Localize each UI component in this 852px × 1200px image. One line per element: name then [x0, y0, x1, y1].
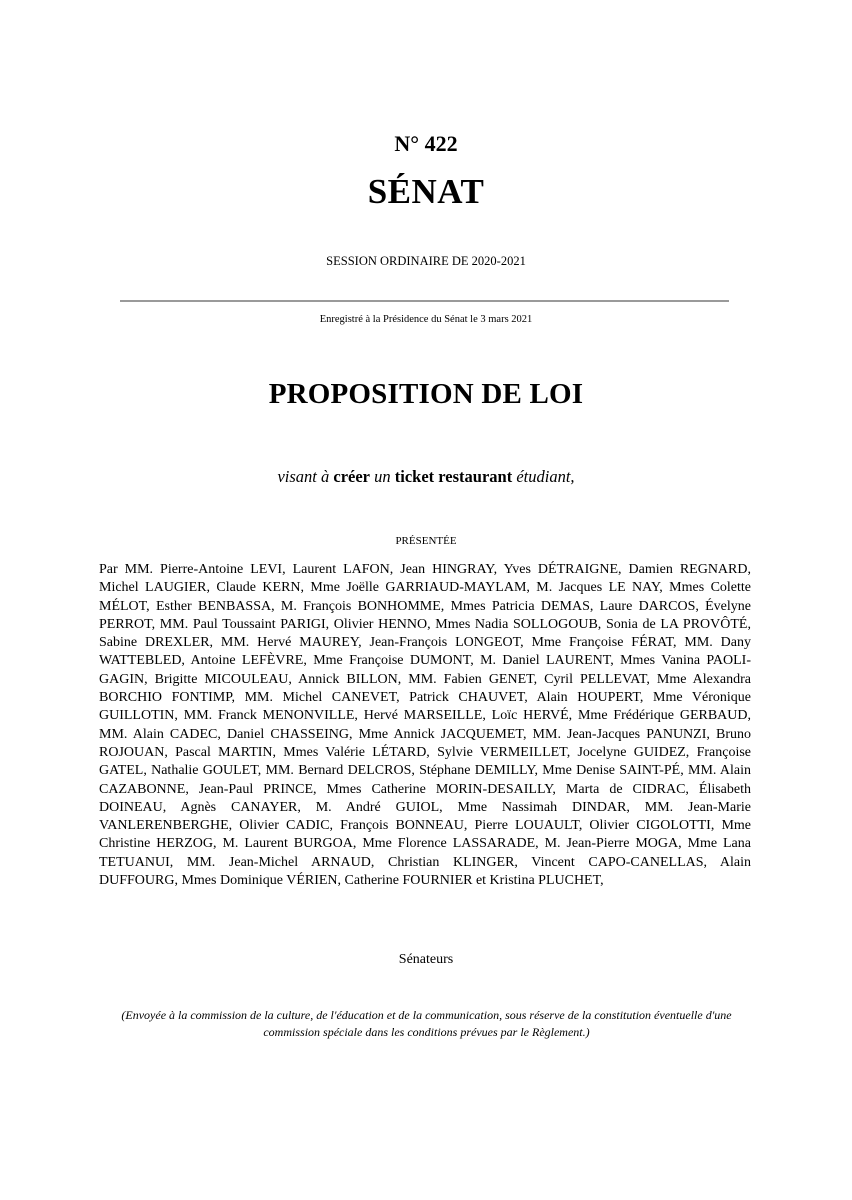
committee-referral-note: (Envoyée à la commission de la culture, de l'éducation et de la communication, sous réserve de la constitution éventuelle d'une commission spéciale dans les conditions prévues par le Règlement.)	[121, 1008, 732, 1039]
authors-list: Par MM. Pierre-Antoine LEVI, Laurent LAFON, Jean HINGRAY, Yves DÉTRAIGNE, Damien REGNARD, Michel LAUGIER, Claude KERN, Mme Joëlle GARRIAUD-MAYLAM, M. Jacques LE NAY, Mmes Colette MÉLOT, Esther BENBASSA, M. François BONHOMME, Mmes Patricia DEMAS, Laure DARCOS, Évelyne PERROT, MM. Paul Toussaint PARIGI, Olivier HENNO, Mmes Nadia SOLLOGOUB, Sonia de LA PROVÔTÉ, Sabine DREXLER, MM. Hervé MAUREY, Jean-François LONGEOT, Mme Françoise FÉRAT, MM. Dany WATTEBLED, Antoine LEFÈVRE, Mme Françoise DUMONT, M. Daniel LAURENT, Mmes Vanina PAOLI-GAGIN, Brigitte MICOULEAU, Annick BILLON, MM. Fabien GENET, Cyril PELLEVAT, Mme Alexandra BORCHIO FONTIMP, MM. Michel CANEVET, Patrick CHAUVET, Alain HOUPERT, Mme Véronique GUILLOTIN, MM. Franck MENONVILLE, Hervé MARSEILLE, Loïc HERVÉ, Mme Frédérique GERBAUD, MM. Alain CADEC, Daniel CHASSEING, Mme Annick JACQUEMET, MM. Jean-Jacques PANUNZI, Bruno ROJOUAN, Pascal MARTIN, Mmes Valérie LÉTARD, Sylvie VERMEILLET, Jocelyne GUIDEZ, Françoise GATEL, Nathalie GOULET, MM. Bernard DELCROS, Stéphane DEMILLY, Mme Denise SAINT-PÉ, MM. Alain CAZABONNE, Jean-Paul PRINCE, Mmes Catherine MORIN-DESAILLY, Marta de CIDRAC, Élisabeth DOINEAU, Agnès CANAYER, M. André GUIOL, Mme Nassimah DINDAR, MM. Jean-Marie VANLERENBERGHE, Olivier CADIC, François BONNEAU, Pierre LOUAULT, Olivier CIGOLOTTI, Mme Christine HERZOG, M. Laurent BURGOA, Mme Florence LASSARADE, M. Jean-Pierre MOGA, Mme Lana TETUANUI, MM. Jean-Michel ARNAUD, Christian KLINGER, Vincent CAPO-CANELLAS, Alain DUFFOURG, Mmes Dominique VÉRIEN, Catherine FOURNIER et Kristina PLUCHET,	[99, 562, 751, 889]
subject-part: créer	[333, 467, 370, 486]
subject-part: ticket restaurant	[394, 467, 513, 486]
document-subject	[0, 467, 852, 487]
registration-note: Enregistré à la Présidence du Sénat le 3 mars 2021	[319, 314, 533, 325]
document-type-title: PROPOSITION DE LOI	[268, 378, 584, 410]
horizontal-divider	[120, 300, 729, 302]
subject-part: un	[374, 467, 391, 486]
session-label: SESSION ORDINAIRE DE 2020-2021	[326, 254, 526, 268]
subject-part: visant à	[277, 467, 330, 486]
subject-part: étudiant,	[516, 467, 575, 486]
chamber-title: SÉNAT	[367, 172, 485, 211]
document-number: N° 422	[394, 131, 458, 156]
signatories-label: Sénateurs	[398, 952, 454, 967]
presented-label: PRÉSENTÉE	[395, 535, 457, 547]
